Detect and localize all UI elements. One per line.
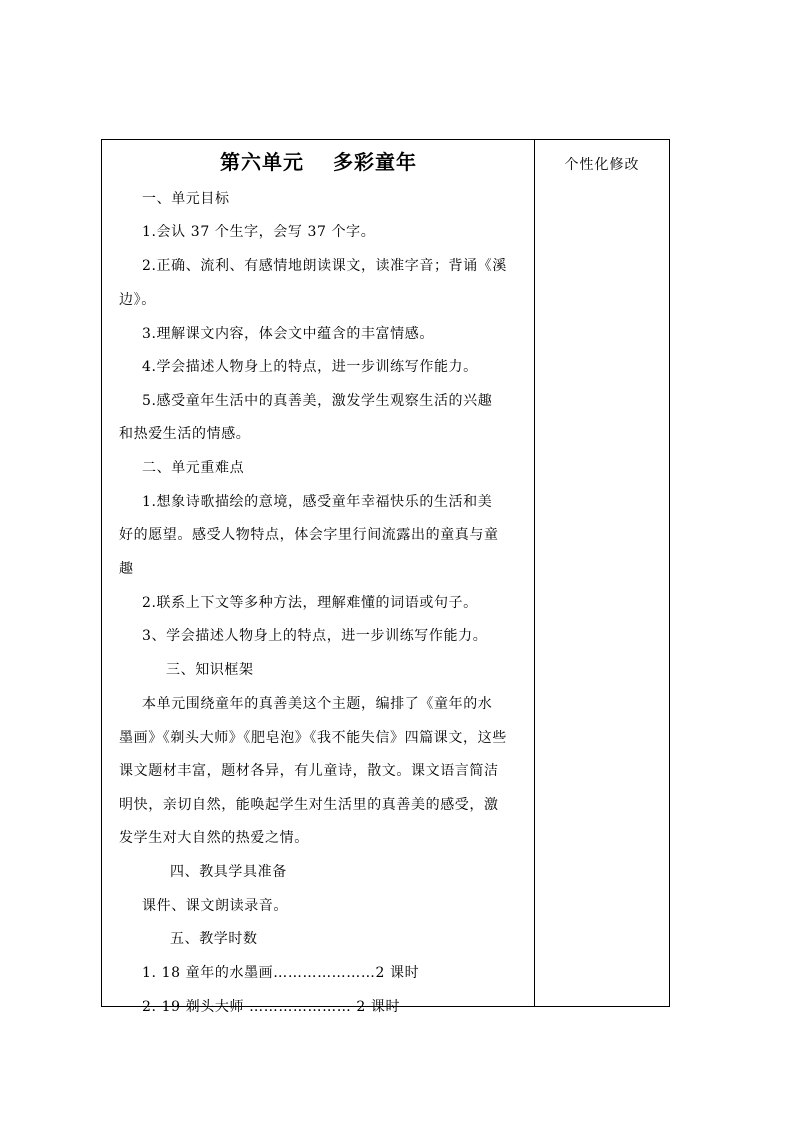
key-point-item-continued: 好的愿望。感受人物特点，体会字里行间流露出的童真与童 <box>119 527 499 543</box>
section-heading-key-points: 二、单元重难点 <box>142 460 245 476</box>
hours-item: 2. 19 剃头大师 ………………… 2 课时 <box>142 999 401 1015</box>
goal-item: 3.理解课文内容，体会文中蕴含的丰富情感。 <box>142 326 434 342</box>
framework-paragraph-line: 明快，亲切自然，能唤起学生对生活里的真善美的感受，激 <box>119 797 499 813</box>
section-heading-framework: 三、知识框架 <box>166 662 254 678</box>
revision-column-title: 个性化修改 <box>564 157 640 173</box>
materials-text: 课件、课文朗读录音。 <box>142 898 288 914</box>
hours-item: 1. 18 童年的水墨画…………………2 课时 <box>142 965 420 981</box>
framework-paragraph-line: 墨画》《剃头大师》《肥皂泡》《我不能失信》四篇课文，这些 <box>119 730 507 746</box>
goal-item-continued: 和热爱生活的情感。 <box>119 426 251 442</box>
section-heading-goals: 一、单元目标 <box>142 191 230 207</box>
goal-item: 2.正确、流利、有感情地朗读课文，读准字音；背诵《溪 <box>142 258 507 274</box>
key-point-item: 2.联系上下文等多种方法，理解难懂的词语或句子。 <box>142 595 478 611</box>
goal-item-continued: 边》。 <box>119 292 156 308</box>
key-point-item: 3、学会描述人物身上的特点，进一步训练写作能力。 <box>142 628 488 644</box>
lesson-plan-table <box>101 139 670 1015</box>
key-point-item-continued: 趣 <box>119 561 134 577</box>
goal-item: 4.学会描述人物身上的特点，进一步训练写作能力。 <box>142 359 478 375</box>
framework-paragraph: 本单元围绕童年的真善美这个主题，编排了《童年的水 <box>142 696 493 712</box>
key-point-item: 1.想象诗歌描绘的意境，感受童年幸福快乐的生活和美 <box>142 494 493 510</box>
section-heading-materials: 四、教具学具准备 <box>170 864 287 880</box>
unit-title: 第六单元 多彩童年 <box>220 150 417 174</box>
framework-paragraph-line: 发学生对大自然的热爱之情。 <box>119 830 309 846</box>
framework-paragraph-line: 课文题材丰富，题材各异，有儿童诗，散文。课文语言简洁 <box>119 763 499 779</box>
goal-item: 5.感受童年生活中的真善美，激发学生观察生活的兴趣 <box>142 393 493 409</box>
revision-column <box>535 140 669 1006</box>
section-heading-hours: 五、教学时数 <box>170 931 258 947</box>
goal-item: 1.会认 37 个生字，会写 37 个字。 <box>142 224 376 240</box>
main-content-column <box>102 140 535 1015</box>
